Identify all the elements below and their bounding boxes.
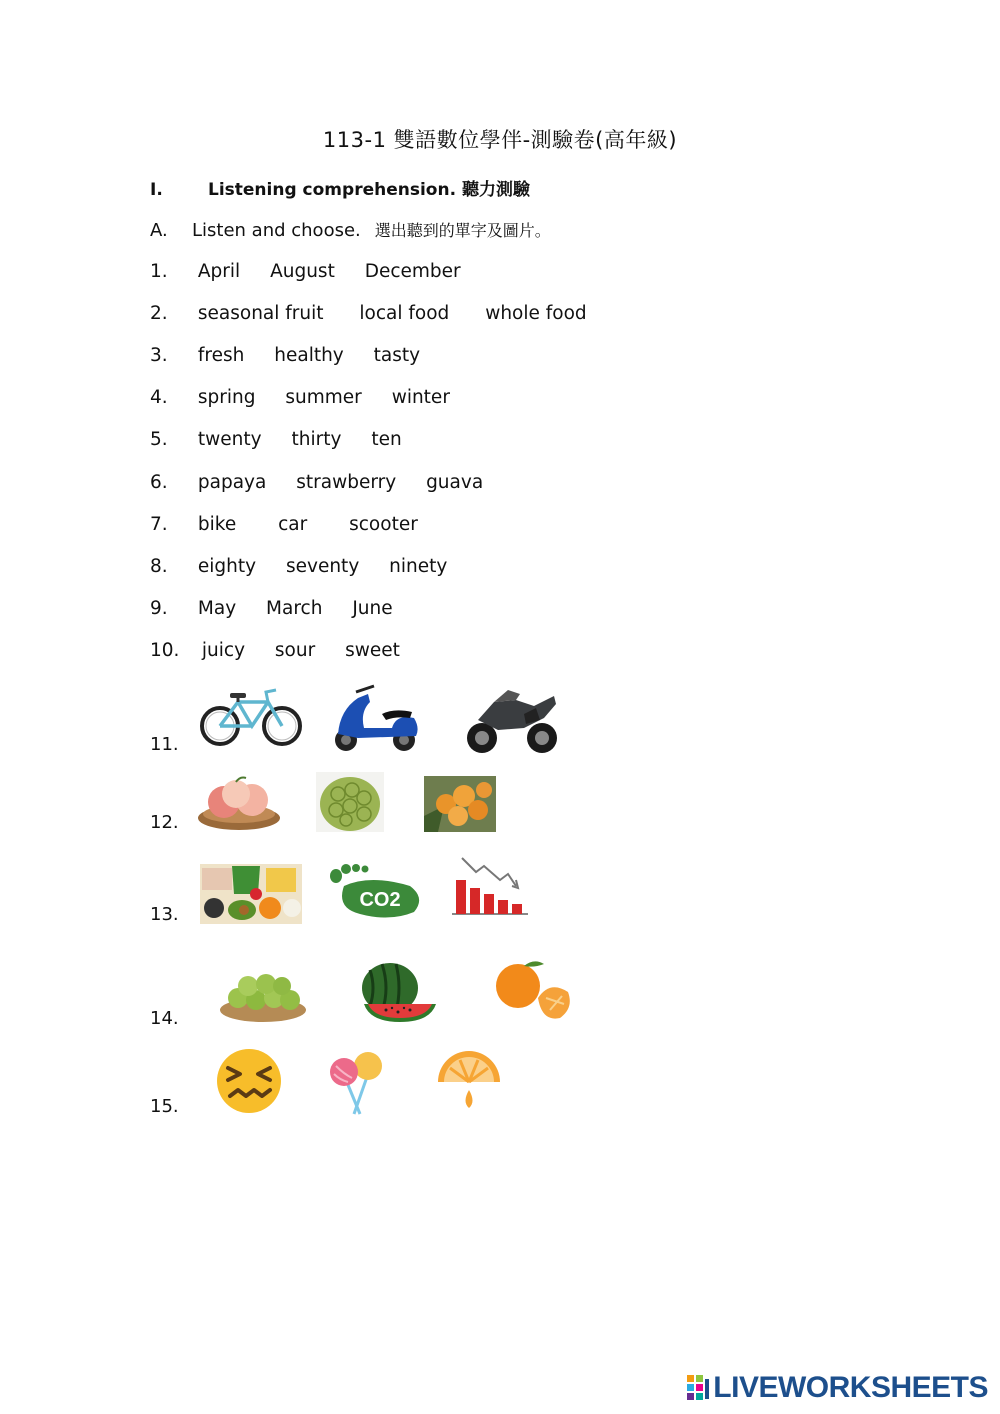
answer-option[interactable]: car bbox=[278, 514, 308, 535]
answer-option[interactable]: seventy bbox=[285, 556, 360, 577]
answer-option[interactable]: May bbox=[197, 598, 237, 619]
answer-option[interactable]: papaya bbox=[197, 472, 267, 493]
question-number: 10. bbox=[150, 640, 180, 661]
page-title: 113-1 雙語數位學伴-測驗卷(高年級) bbox=[322, 128, 678, 152]
answer-option[interactable]: April bbox=[197, 261, 241, 282]
question-number: 8. bbox=[150, 556, 168, 577]
worksheet-logo-icon bbox=[687, 1375, 713, 1401]
question-row bbox=[150, 598, 417, 619]
scooter-image[interactable] bbox=[330, 684, 422, 754]
peaches-image[interactable] bbox=[196, 772, 282, 832]
whole-foods-image[interactable] bbox=[200, 864, 302, 924]
question-number: 7. bbox=[150, 514, 168, 535]
answer-option[interactable]: sweet bbox=[345, 640, 400, 661]
answer-option[interactable]: spring bbox=[197, 387, 256, 408]
question-row bbox=[150, 303, 617, 324]
question-number: 15. bbox=[150, 1096, 179, 1117]
co2-label: CO2 bbox=[359, 889, 401, 911]
question-number: 1. bbox=[150, 261, 168, 282]
question-row bbox=[150, 261, 485, 282]
question-number: 3. bbox=[150, 345, 168, 366]
instruction-chinese: 選出聽到的單字及圖片。 bbox=[374, 221, 551, 240]
answer-option[interactable]: June bbox=[352, 598, 393, 619]
green-plums-image[interactable] bbox=[218, 964, 308, 1024]
answer-option[interactable]: guava bbox=[426, 472, 484, 493]
question-number: 6. bbox=[150, 472, 168, 493]
answer-option[interactable]: ninety bbox=[389, 556, 448, 577]
answer-option[interactable]: winter bbox=[391, 387, 450, 408]
instruction-number: A. bbox=[150, 220, 168, 241]
answer-option[interactable]: strawberry bbox=[296, 472, 397, 493]
question-row bbox=[150, 472, 507, 493]
answer-option[interactable]: scooter bbox=[349, 514, 418, 535]
sour-face-image[interactable] bbox=[214, 1048, 284, 1114]
question-row bbox=[150, 429, 426, 450]
motorcycle-image[interactable] bbox=[464, 684, 560, 756]
watermelon-image[interactable] bbox=[356, 960, 438, 1024]
answer-option[interactable]: ten bbox=[371, 429, 402, 450]
question-number: 14. bbox=[150, 1008, 179, 1029]
question-number: 12. bbox=[150, 812, 179, 833]
answer-option[interactable]: healthy bbox=[274, 345, 344, 366]
instruction bbox=[150, 218, 551, 241]
question-number: 13. bbox=[150, 904, 179, 925]
question-number: 4. bbox=[150, 387, 168, 408]
question-number: 11. bbox=[150, 734, 179, 755]
answer-option[interactable]: twenty bbox=[197, 429, 262, 450]
loquats-image[interactable] bbox=[424, 776, 496, 832]
answer-option[interactable]: seasonal fruit bbox=[197, 303, 324, 324]
answer-option[interactable]: whole food bbox=[485, 303, 587, 324]
question-number: 5. bbox=[150, 429, 168, 450]
question-row bbox=[150, 387, 474, 408]
answer-option[interactable]: August bbox=[270, 261, 335, 282]
tangerines-image[interactable] bbox=[494, 958, 574, 1024]
answer-option[interactable]: juicy bbox=[201, 640, 246, 661]
sugar-apple-image[interactable] bbox=[316, 772, 384, 832]
answer-option[interactable]: December bbox=[364, 261, 461, 282]
lollipops-image[interactable] bbox=[328, 1050, 386, 1118]
carbon-footprint-image[interactable] bbox=[330, 864, 424, 922]
instruction-text: Listen and choose. bbox=[192, 220, 361, 241]
section-number: I. bbox=[150, 180, 163, 200]
bicycle-image[interactable] bbox=[196, 684, 306, 748]
question-row bbox=[150, 514, 442, 535]
question-row bbox=[150, 640, 424, 661]
question-row bbox=[150, 345, 444, 366]
answer-option[interactable]: fresh bbox=[197, 345, 245, 366]
question-number: 9. bbox=[150, 598, 168, 619]
answer-option[interactable]: sour bbox=[274, 640, 316, 661]
answer-option[interactable]: thirty bbox=[291, 429, 342, 450]
brand-name: LIVEWORKSHEETS bbox=[713, 1371, 988, 1404]
answer-option[interactable]: tasty bbox=[373, 345, 421, 366]
question-row bbox=[150, 556, 471, 577]
liveworksheets-logo bbox=[687, 1372, 988, 1404]
answer-option[interactable]: summer bbox=[285, 387, 362, 408]
section-heading bbox=[150, 175, 530, 200]
answer-option[interactable]: local food bbox=[359, 303, 450, 324]
section-text: Listening comprehension. 聽力測驗 bbox=[208, 180, 530, 200]
answer-option[interactable]: eighty bbox=[197, 556, 257, 577]
question-number: 2. bbox=[150, 303, 168, 324]
decreasing-chart-image[interactable] bbox=[452, 856, 528, 918]
answer-option[interactable]: March bbox=[266, 598, 323, 619]
answer-option[interactable]: bike bbox=[197, 514, 237, 535]
juicy-orange-image[interactable] bbox=[436, 1050, 502, 1116]
